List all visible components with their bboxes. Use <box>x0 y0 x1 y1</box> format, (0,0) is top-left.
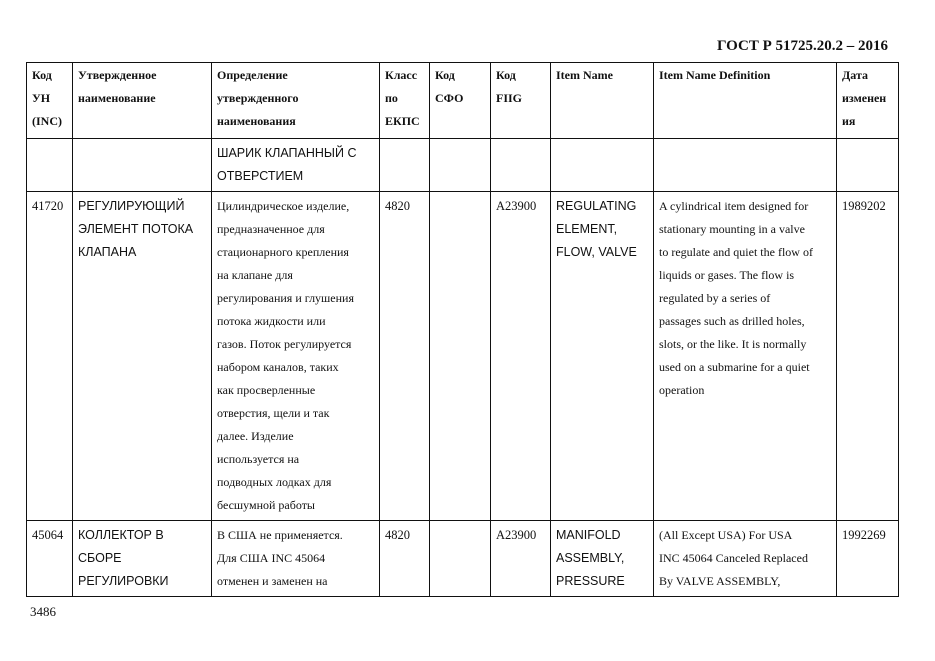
cell-class: 4820 <box>380 192 430 521</box>
cell-definition: ШАРИК КЛАПАННЫЙ С ОТВЕРСТИЕМ <box>212 139 380 192</box>
page-number: 3486 <box>30 604 56 619</box>
cell-definition: В США не применяется. Для США INC 45064 отменен и заменен на <box>212 521 380 597</box>
item-name-table <box>26 62 899 597</box>
col-header-change-date: Дата изменен ия <box>837 63 899 139</box>
table-row <box>27 139 899 192</box>
document-code: ГОСТ Р 51725.20.2 – 2016 <box>716 38 888 54</box>
cell-definition: Цилиндрическое изделие, предназначенное для стационарного крепления на клапане для регулирования и глушения потока жидкости или газов. Поток регулируется набором каналов, таких как просверленные отверстия, щели и так далее. Изделие используется на подводных лодках для бесшумной работы <box>212 192 380 521</box>
cell-item-name: REGULATING ELEMENT, FLOW, VALVE <box>551 192 654 521</box>
cell-sfo <box>430 139 491 192</box>
cell-change-date: 1989202 <box>837 192 899 521</box>
col-header-sfo: Код СФО <box>430 63 491 139</box>
cell-class: 4820 <box>380 521 430 597</box>
cell-sfo <box>430 521 491 597</box>
col-header-class: Класс по ЕКПС <box>380 63 430 139</box>
cell-item-definition: (All Except USA) For USA INC 45064 Canceled Replaced By VALVE ASSEMBLY, <box>654 521 837 597</box>
table-row <box>27 521 899 597</box>
cell-inc: 41720 <box>27 192 73 521</box>
col-header-item-name: Item Name <box>551 63 654 139</box>
cell-item-definition <box>654 139 837 192</box>
cell-fiig: A23900 <box>491 192 551 521</box>
cell-change-date: 1992269 <box>837 521 899 597</box>
table-header-row <box>27 63 899 139</box>
col-header-item-definition: Item Name Definition <box>654 63 837 139</box>
cell-approved-name <box>73 139 212 192</box>
col-header-approved-name: Утвержденное наименование <box>73 63 212 139</box>
cell-class <box>380 139 430 192</box>
cell-sfo <box>430 192 491 521</box>
col-header-inc: Код УН (INC) <box>27 63 73 139</box>
cell-inc <box>27 139 73 192</box>
cell-item-name: MANIFOLD ASSEMBLY, PRESSURE <box>551 521 654 597</box>
cell-approved-name: КОЛЛЕКТОР В СБОРЕ РЕГУЛИРОВКИ <box>73 521 212 597</box>
cell-inc: 45064 <box>27 521 73 597</box>
cell-item-definition: A cylindrical item designed for stationary mounting in a valve to regulate and quiet the flow of liquids or gases. The flow is regulated by a series of passages such as drilled holes, slots, or the like. It is normally used on a submarine for a quiet operation <box>654 192 837 521</box>
cell-change-date <box>837 139 899 192</box>
cell-item-name <box>551 139 654 192</box>
col-header-fiig: Код FIIG <box>491 63 551 139</box>
cell-fiig: A23900 <box>491 521 551 597</box>
cell-fiig <box>491 139 551 192</box>
cell-approved-name: РЕГУЛИРУЮЩИЙ ЭЛЕМЕНТ ПОТОКА КЛАПАНА <box>73 192 212 521</box>
col-header-definition: Определение утвержденного наименования <box>212 63 380 139</box>
table-row <box>27 192 899 521</box>
